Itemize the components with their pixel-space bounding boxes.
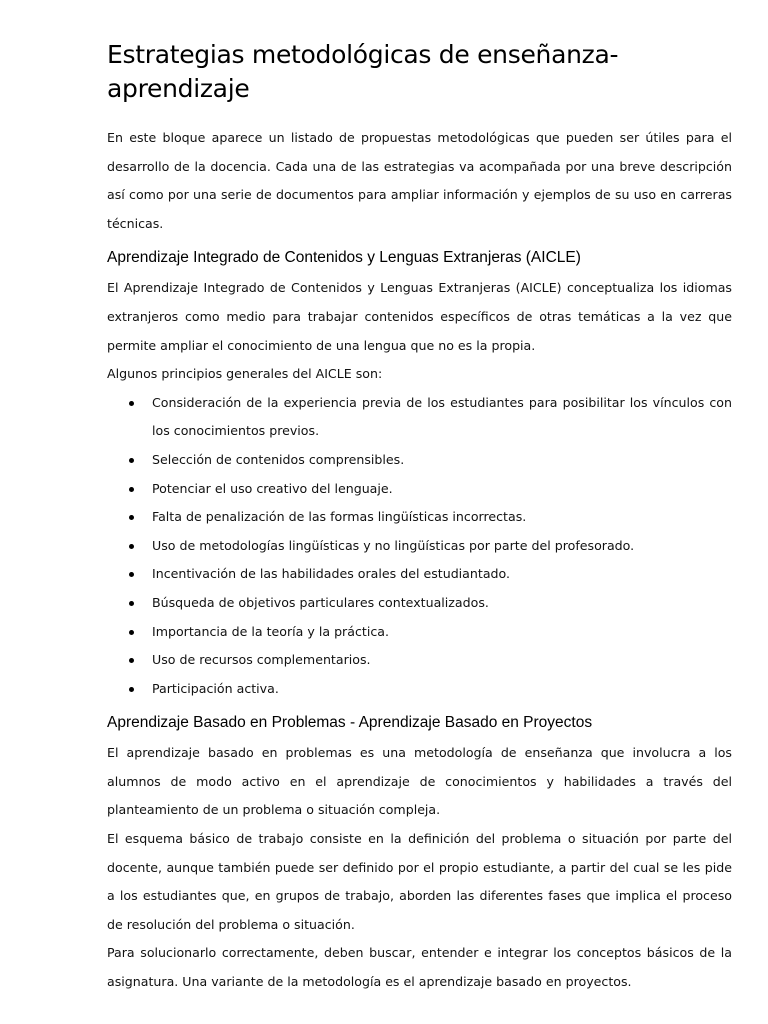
list-item-text: Participación activa. bbox=[152, 680, 279, 696]
aicle-paragraph: El Aprendizaje Integrado de Contenidos y Lenguas Extranjeras (AICLE) conceptualiza los idiomas extranjeros como medio para trabajar contenidos específicos de otras temáticas a la vez que permite ampliar el conocimiento de una lengua que no es la propia. bbox=[107, 280, 732, 353]
bullet-icon bbox=[129, 687, 134, 692]
list-item bbox=[107, 532, 732, 561]
list-item-text: Importancia de la teoría y la práctica. bbox=[152, 623, 389, 639]
bullet-icon bbox=[129, 544, 134, 549]
bullet-icon bbox=[129, 515, 134, 520]
list-item bbox=[107, 446, 732, 475]
list-item-text: Incentivación de las habilidades orales del estudiantado. bbox=[152, 566, 511, 582]
list-item-text: Selección de contenidos comprensibles. bbox=[152, 451, 405, 467]
list-item bbox=[107, 475, 732, 504]
bullet-icon bbox=[129, 658, 134, 663]
bullet-icon bbox=[129, 601, 134, 606]
list-item-text: Búsqueda de objetivos particulares contextualizados. bbox=[152, 594, 489, 610]
list-item bbox=[107, 503, 732, 532]
intro-paragraph: En este bloque aparece un listado de propuestas metodológicas que pueden ser útiles para el desarrollo de la docencia. Cada una de las estrategias va acompañada por una breve descripción así como por una serie de documentos para ampliar información y ejemplos de su uso en carreras técnicas. bbox=[107, 130, 732, 231]
list-item-text: Uso de recursos complementarios. bbox=[152, 652, 371, 668]
list-item bbox=[107, 675, 732, 704]
aicle-list-intro: Algunos principios generales del AICLE son: bbox=[107, 366, 383, 382]
list-item bbox=[107, 589, 732, 618]
bullet-icon bbox=[129, 458, 134, 463]
list-item bbox=[107, 560, 732, 589]
abp-paragraph: Para solucionarlo correctamente, deben buscar, entender e integrar los conceptos básicos de la asignatura. Una variante de la metodología es el aprendizaje basado en proyectos. bbox=[107, 945, 732, 990]
aicle-principles-list bbox=[107, 389, 732, 704]
list-item bbox=[107, 618, 732, 647]
list-item-text: Falta de penalización de las formas lingüísticas incorrectas. bbox=[152, 509, 527, 525]
page-title: Estrategias metodológicas de enseñanza-aprendizaje bbox=[107, 40, 619, 103]
bullet-icon bbox=[129, 487, 134, 492]
bullet-icon bbox=[129, 630, 134, 635]
abp-paragraph: El esquema básico de trabajo consiste en la definición del problema o situación por parte del docente, aunque también puede ser definido por el propio estudiante, a partir del cual se les pide a los estudiantes que, en grupos de trabajo, aborden las diferentes fases que implica el proceso de resolución del problema o situación. bbox=[107, 831, 732, 932]
list-item-text: Uso de metodologías lingüísticas y no lingüísticas por parte del profesorado. bbox=[152, 537, 635, 553]
list-item-text: Potenciar el uso creativo del lenguaje. bbox=[152, 480, 393, 496]
bullet-icon bbox=[129, 401, 134, 406]
list-item-text: Consideración de la experiencia previa de los estudiantes para posibilitar los vínculos con los conocimientos previos. bbox=[152, 394, 732, 439]
list-item bbox=[107, 389, 732, 446]
abp-paragraph: El aprendizaje basado en problemas es una metodología de enseñanza que involucra a los alumnos de modo activo en el aprendizaje de conocimientos y habilidades a través del planteamiento de un problema o situación compleja. bbox=[107, 745, 732, 818]
list-item bbox=[107, 646, 732, 675]
section-heading-aicle: Aprendizaje Integrado de Contenidos y Lenguas Extranjeras (AICLE) bbox=[107, 249, 581, 267]
section-heading-abp: Aprendizaje Basado en Problemas - Aprendizaje Basado en Proyectos bbox=[107, 714, 593, 732]
bullet-icon bbox=[129, 572, 134, 577]
